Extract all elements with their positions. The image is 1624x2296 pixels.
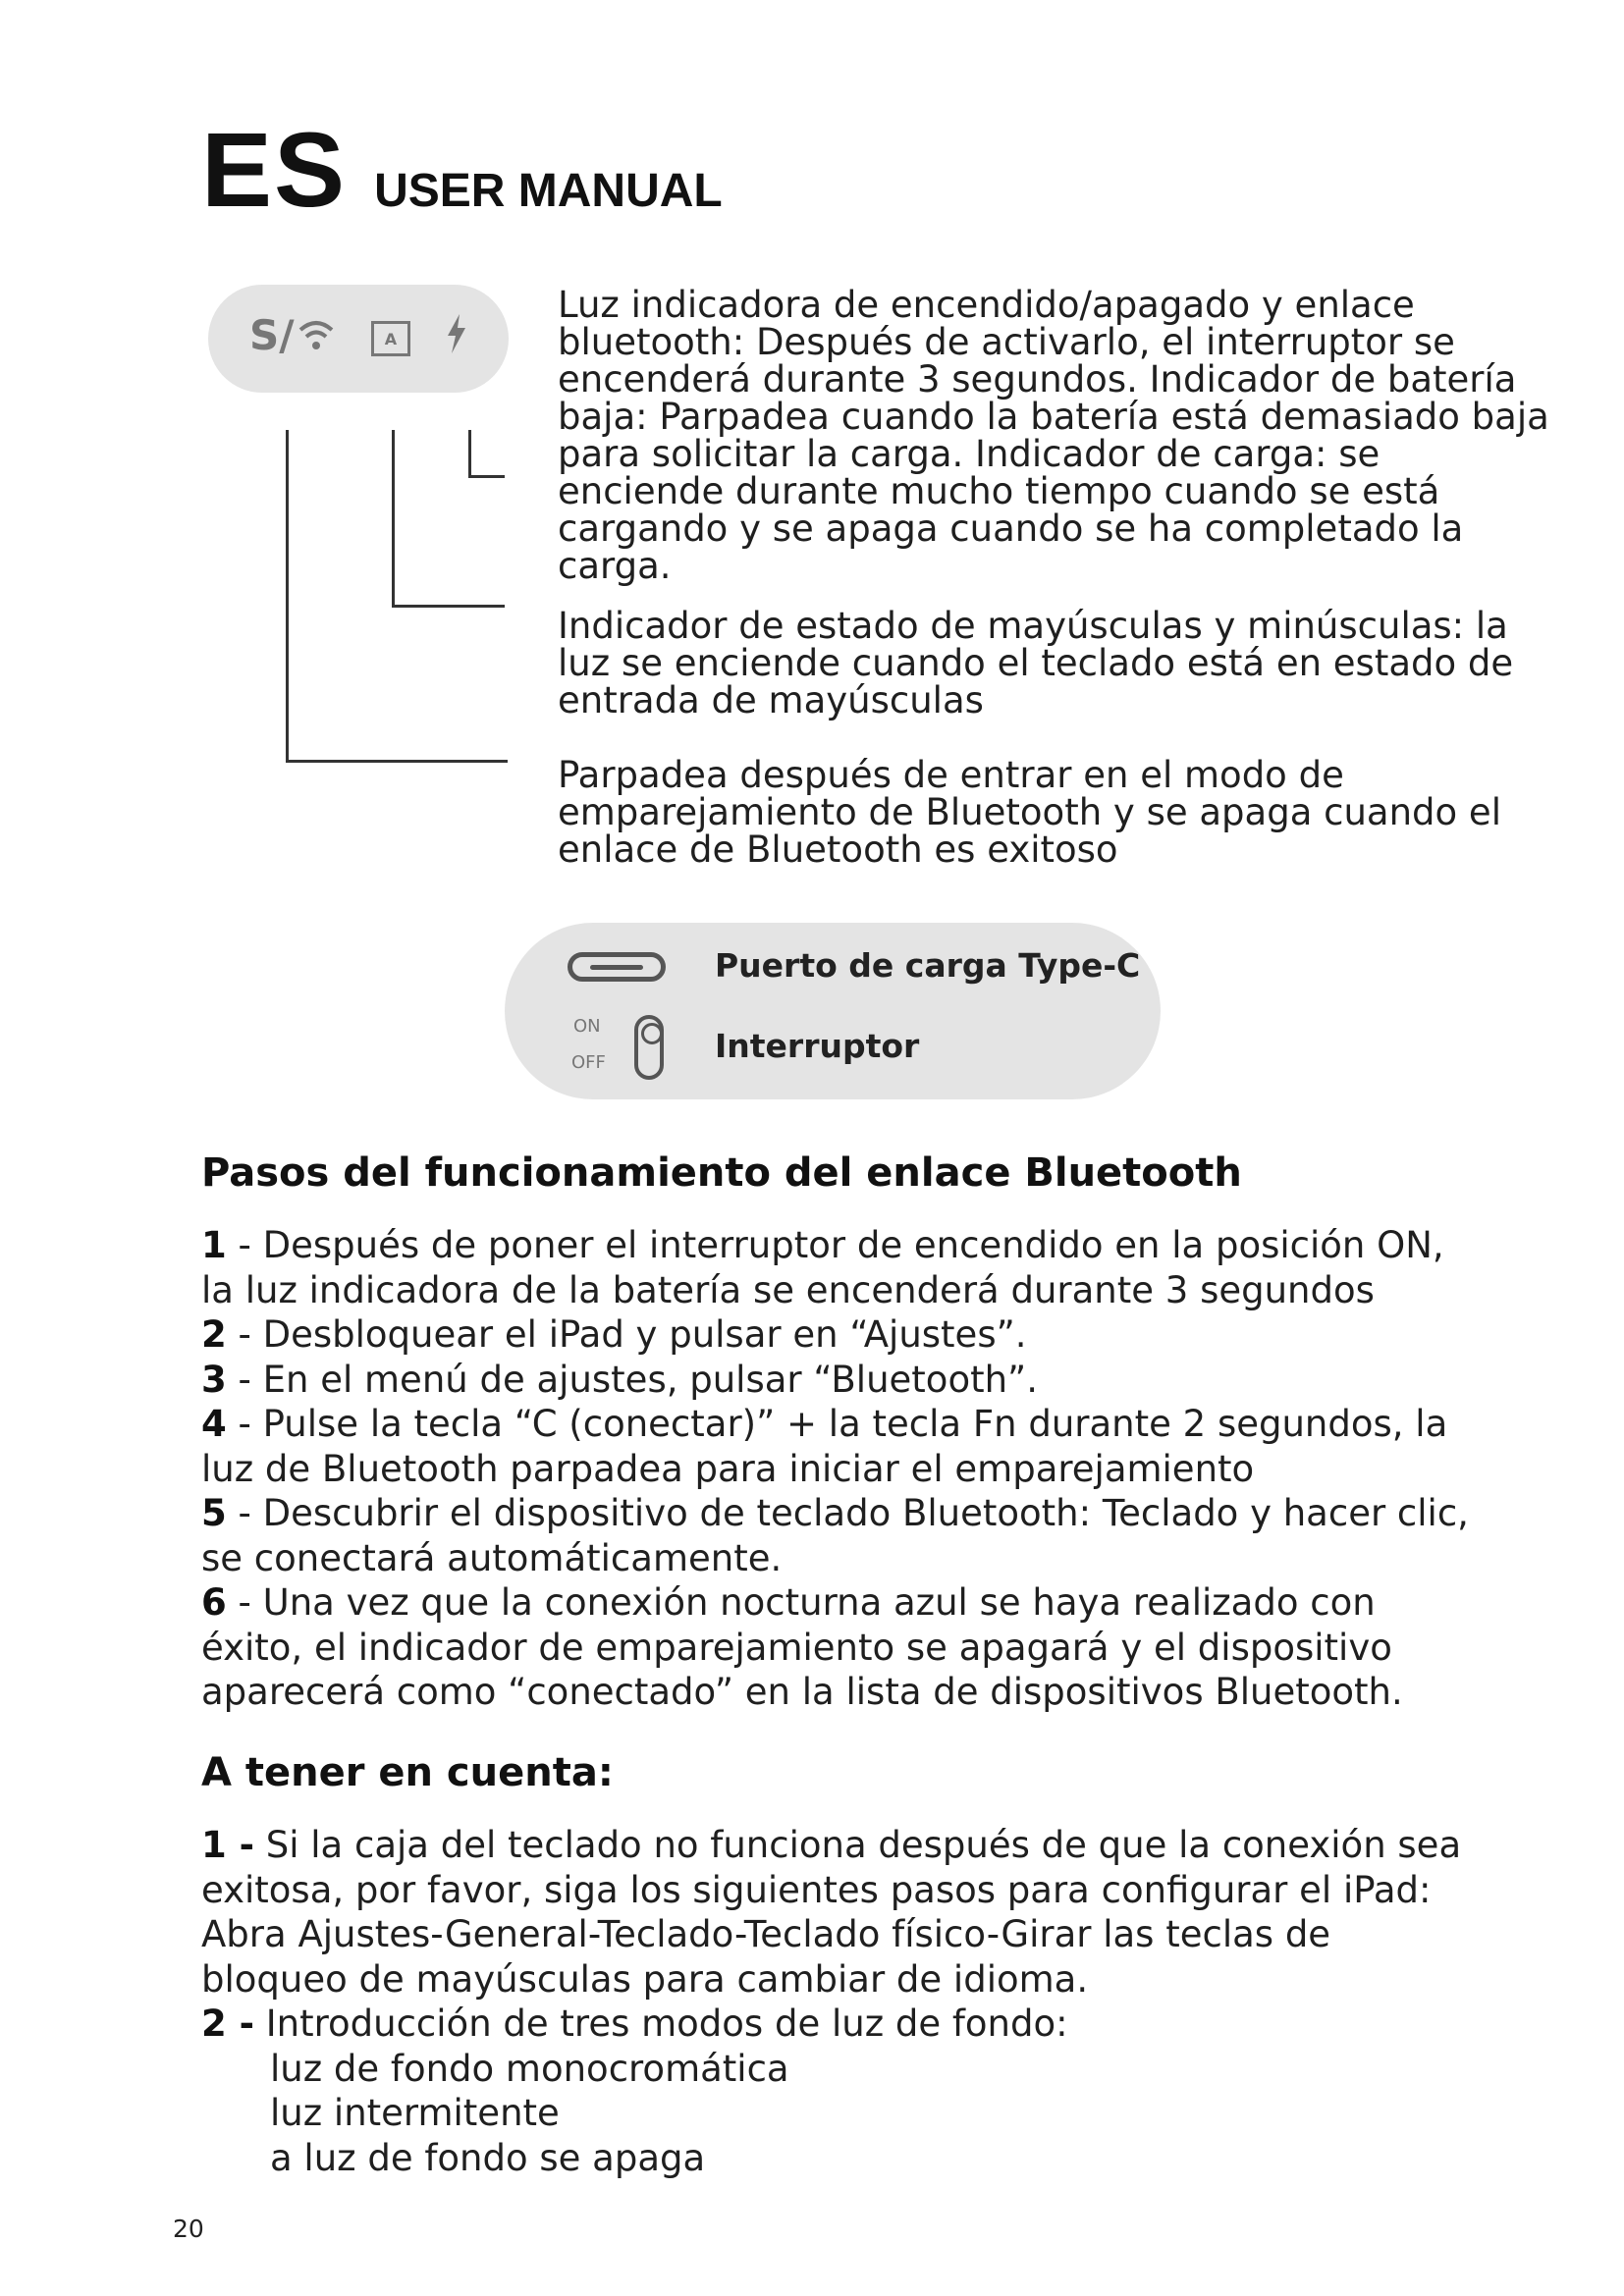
notes-section-title: A tener en cuenta:	[201, 1750, 614, 1795]
port-panel	[505, 923, 1161, 1099]
leader-line-inner-vertical	[468, 430, 471, 477]
caps-indicator-description: Indicador de estado de mayúsculas y minúsculas: la luz se enciende cuando el teclado está en estado de entrada de mayúsculas	[558, 605, 1514, 721]
charge-port-label: Puerto de carga Type-C	[715, 946, 1141, 985]
power-indicator-description: Luz indicadora de encendido/apagado y enlace bluetooth: Después de activarlo, el interruptor se encenderá durante 3 segundos. Indicador de batería baja: Parpadea cuando la batería está demasiado baja para solicitar la carga. Indicador de carga: se enciende durante mucho tiempo cuando se está cargando y se apaga cuando se ha completado la carga.	[558, 284, 1549, 587]
leader-line-middle-vertical	[392, 430, 395, 607]
manual-title: USER MANUAL	[374, 165, 723, 217]
leader-line-inner-horizontal	[468, 475, 505, 478]
page-number: 20	[173, 2215, 204, 2243]
list-item: 2 - Introducción de tres modos de luz de fondo:	[201, 2002, 1068, 2045]
pairing-section-title: Pasos del funcionamiento del enlace Bluetooth	[201, 1150, 1242, 1196]
caps-lock-icon: A	[371, 321, 410, 356]
usb-c-port-icon	[568, 952, 666, 982]
notes-list	[201, 1823, 1478, 2180]
bluetooth-indicator-description: Parpadea después de entrar en el modo de emparejamiento de Bluetooth y se apaga cuando el enlace de Bluetooth es exitoso	[558, 754, 1501, 871]
bluetooth-wifi-icon	[249, 308, 336, 370]
indicator-panel	[208, 285, 509, 393]
list-item: 3 - En el menú de ajustes, pulsar “Bluetooth”.	[201, 1358, 1038, 1401]
list-item: 2 - Desbloquear el iPad y pulsar en “Ajustes”.	[201, 1313, 1027, 1356]
backlight-mode-item: luz de fondo monocromática	[270, 2047, 789, 2090]
charge-icon	[446, 314, 467, 363]
backlight-mode-item: luz intermitente	[270, 2092, 560, 2134]
switch-on-label: ON	[573, 1016, 601, 1037]
power-switch-icon	[634, 1015, 664, 1080]
list-item: 5 - Descubrir el dispositivo de teclado Bluetooth: Teclado y hacer clic, se conectará automáticamente.	[201, 1492, 1469, 1579]
page-header	[201, 108, 723, 231]
backlight-mode-item: a luz de fondo se apaga	[270, 2136, 706, 2179]
leader-line-middle-horizontal	[392, 605, 505, 608]
switch-off-label: OFF	[571, 1052, 606, 1073]
pairing-steps-list	[201, 1223, 1478, 1715]
leader-line-outer-horizontal	[286, 760, 508, 763]
list-item: 1 - Después de poner el interruptor de encendido en la posición ON, la luz indicadora de la batería se encenderá durante 3 segundos	[201, 1224, 1444, 1311]
language-code: ES	[201, 110, 348, 229]
svg-text:S/: S/	[249, 310, 295, 359]
switch-label: Interruptor	[715, 1027, 920, 1065]
leader-line-outer-vertical	[286, 430, 289, 762]
list-item: 4 - Pulse la tecla “C (conectar)” + la tecla Fn durante 2 segundos, la luz de Bluetooth parpadea para iniciar el emparejamiento	[201, 1403, 1448, 1490]
list-item: 1 - Si la caja del teclado no funciona después de que la conexión sea exitosa, por favor, siga los siguientes pasos para configurar el iPad: Abra Ajustes-General-Teclado-Teclado físico-Girar las teclas de bloqueo de mayúsculas para cambiar de idioma.	[201, 1824, 1462, 2001]
list-item: 6 - Una vez que la conexión nocturna azul se haya realizado con éxito, el indicador de emparejamiento se apagará y el dispositivo aparecerá como “conectado” en la lista de dispositivos Bluetooth.	[201, 1581, 1403, 1713]
